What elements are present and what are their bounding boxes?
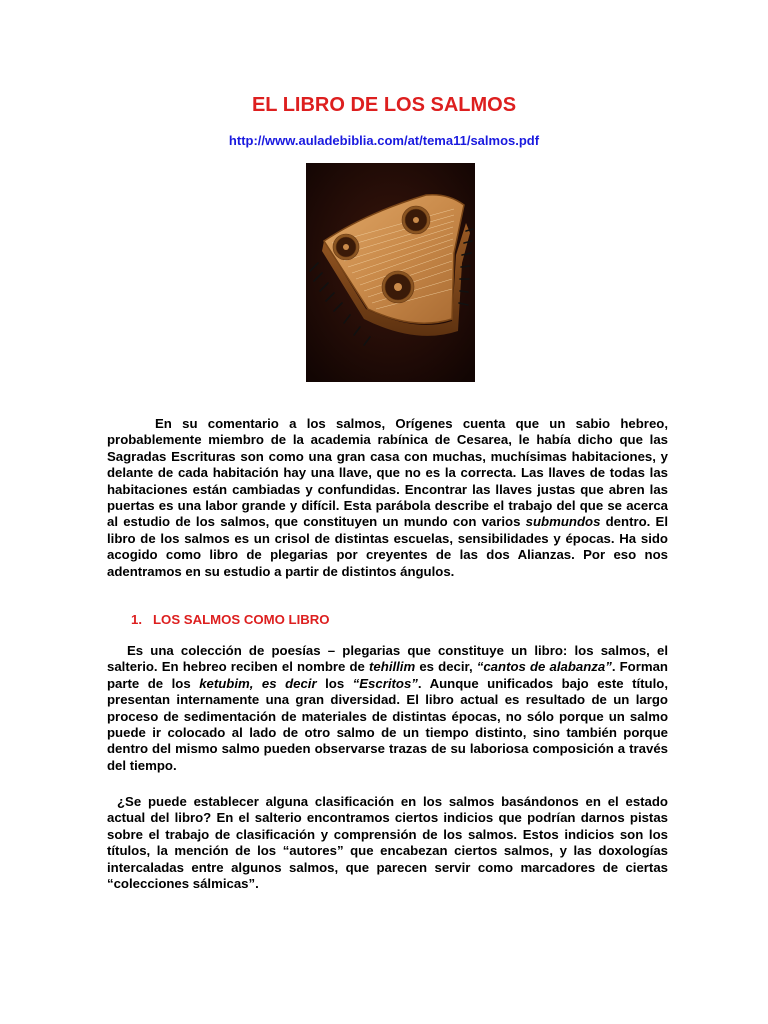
p2-tehillim: tehillim [369, 659, 416, 675]
p2-text-d: los [316, 675, 353, 691]
p2-cantos: “cantos de alabanza” [476, 659, 612, 675]
section-heading [131, 612, 330, 628]
p2-text-e: . Aunque unificados bajo este título, presentan internamente una gran diversidad. El libro actual es resultado de un largo proceso de sedimentación de materiales de distintas épocas, no sólo porque un salmo puede ir colocado al lado de otro salmo de un tiempo distinto, sino también porque dentro del mismo salmo pueden observarse trazas de su laboriosa composición a través del tiempo. [107, 675, 668, 773]
section-number: 1. [131, 612, 142, 627]
p2-text-b: es decir, [415, 659, 477, 675]
source-url-link[interactable]: http://www.auladebiblia.com/at/tema11/salmos.pdf [228, 133, 540, 148]
intro-text-a: En su comentario a los salmos, Orígenes cuenta que un sabio hebreo, probablemente miembro de la academia rabínica de Cesarea, le había dicho que las Sagradas Escrituras son como una gran casa con muchas, muchísimas habitaciones, y delante de cada habitación hay una llave, que no es la correcta. Las llaves de todas las habitaciones están cambiadas y confundidas. Encontrar las llaves justas que abren las puertas es una labor grande y difícil. Esta parábola describe el trabajo del que se acerca al estudio de los salmos, que constituyen un mundo con varios [107, 416, 668, 530]
p2-text-c: . Forman parte de los [107, 659, 668, 691]
p2-escritos: “Escritos” [352, 675, 418, 691]
intro-text-b: dentro. El libro de los salmos es un crisol de distintas escuelas, sensibilidades y épocas. Ha sido acogido como libro de plegarias por creyentes de las dos Alianzas. Por eso nos adentramos en su estudio a partir de distintos ángulos. [107, 514, 668, 579]
classification-paragraph: ¿Se puede establecer alguna clasificación en los salmos basándonos en el estado actual del libro? En el salterio encontramos ciertos indicios que podrían darnos pistas sobre el trabajo de clasificación y comprensión de los salmos. Estos indicios son los títulos, la mención de los “autores” que encabezan ciertos salmos, y las doxologías intercaladas entre algunos salmos, que parecen servir como marcadores de ciertas “colecciones sálmicas”. [107, 794, 668, 892]
document-title: EL LIBRO DE LOS SALMOS [251, 94, 517, 116]
section1-paragraph [107, 643, 668, 774]
section-title: LOS SALMOS COMO LIBRO [153, 612, 330, 627]
p2-ketubim: ketubim, es decir [199, 675, 317, 691]
intro-paragraph [107, 416, 668, 580]
intro-emphasis: submundos [525, 514, 601, 530]
psaltery-image [306, 163, 475, 382]
p2-text-a: Es una colección de poesías – plegarias que constituye un libro: los salmos, el salterio. En hebreo reciben el nombre de [107, 643, 668, 675]
